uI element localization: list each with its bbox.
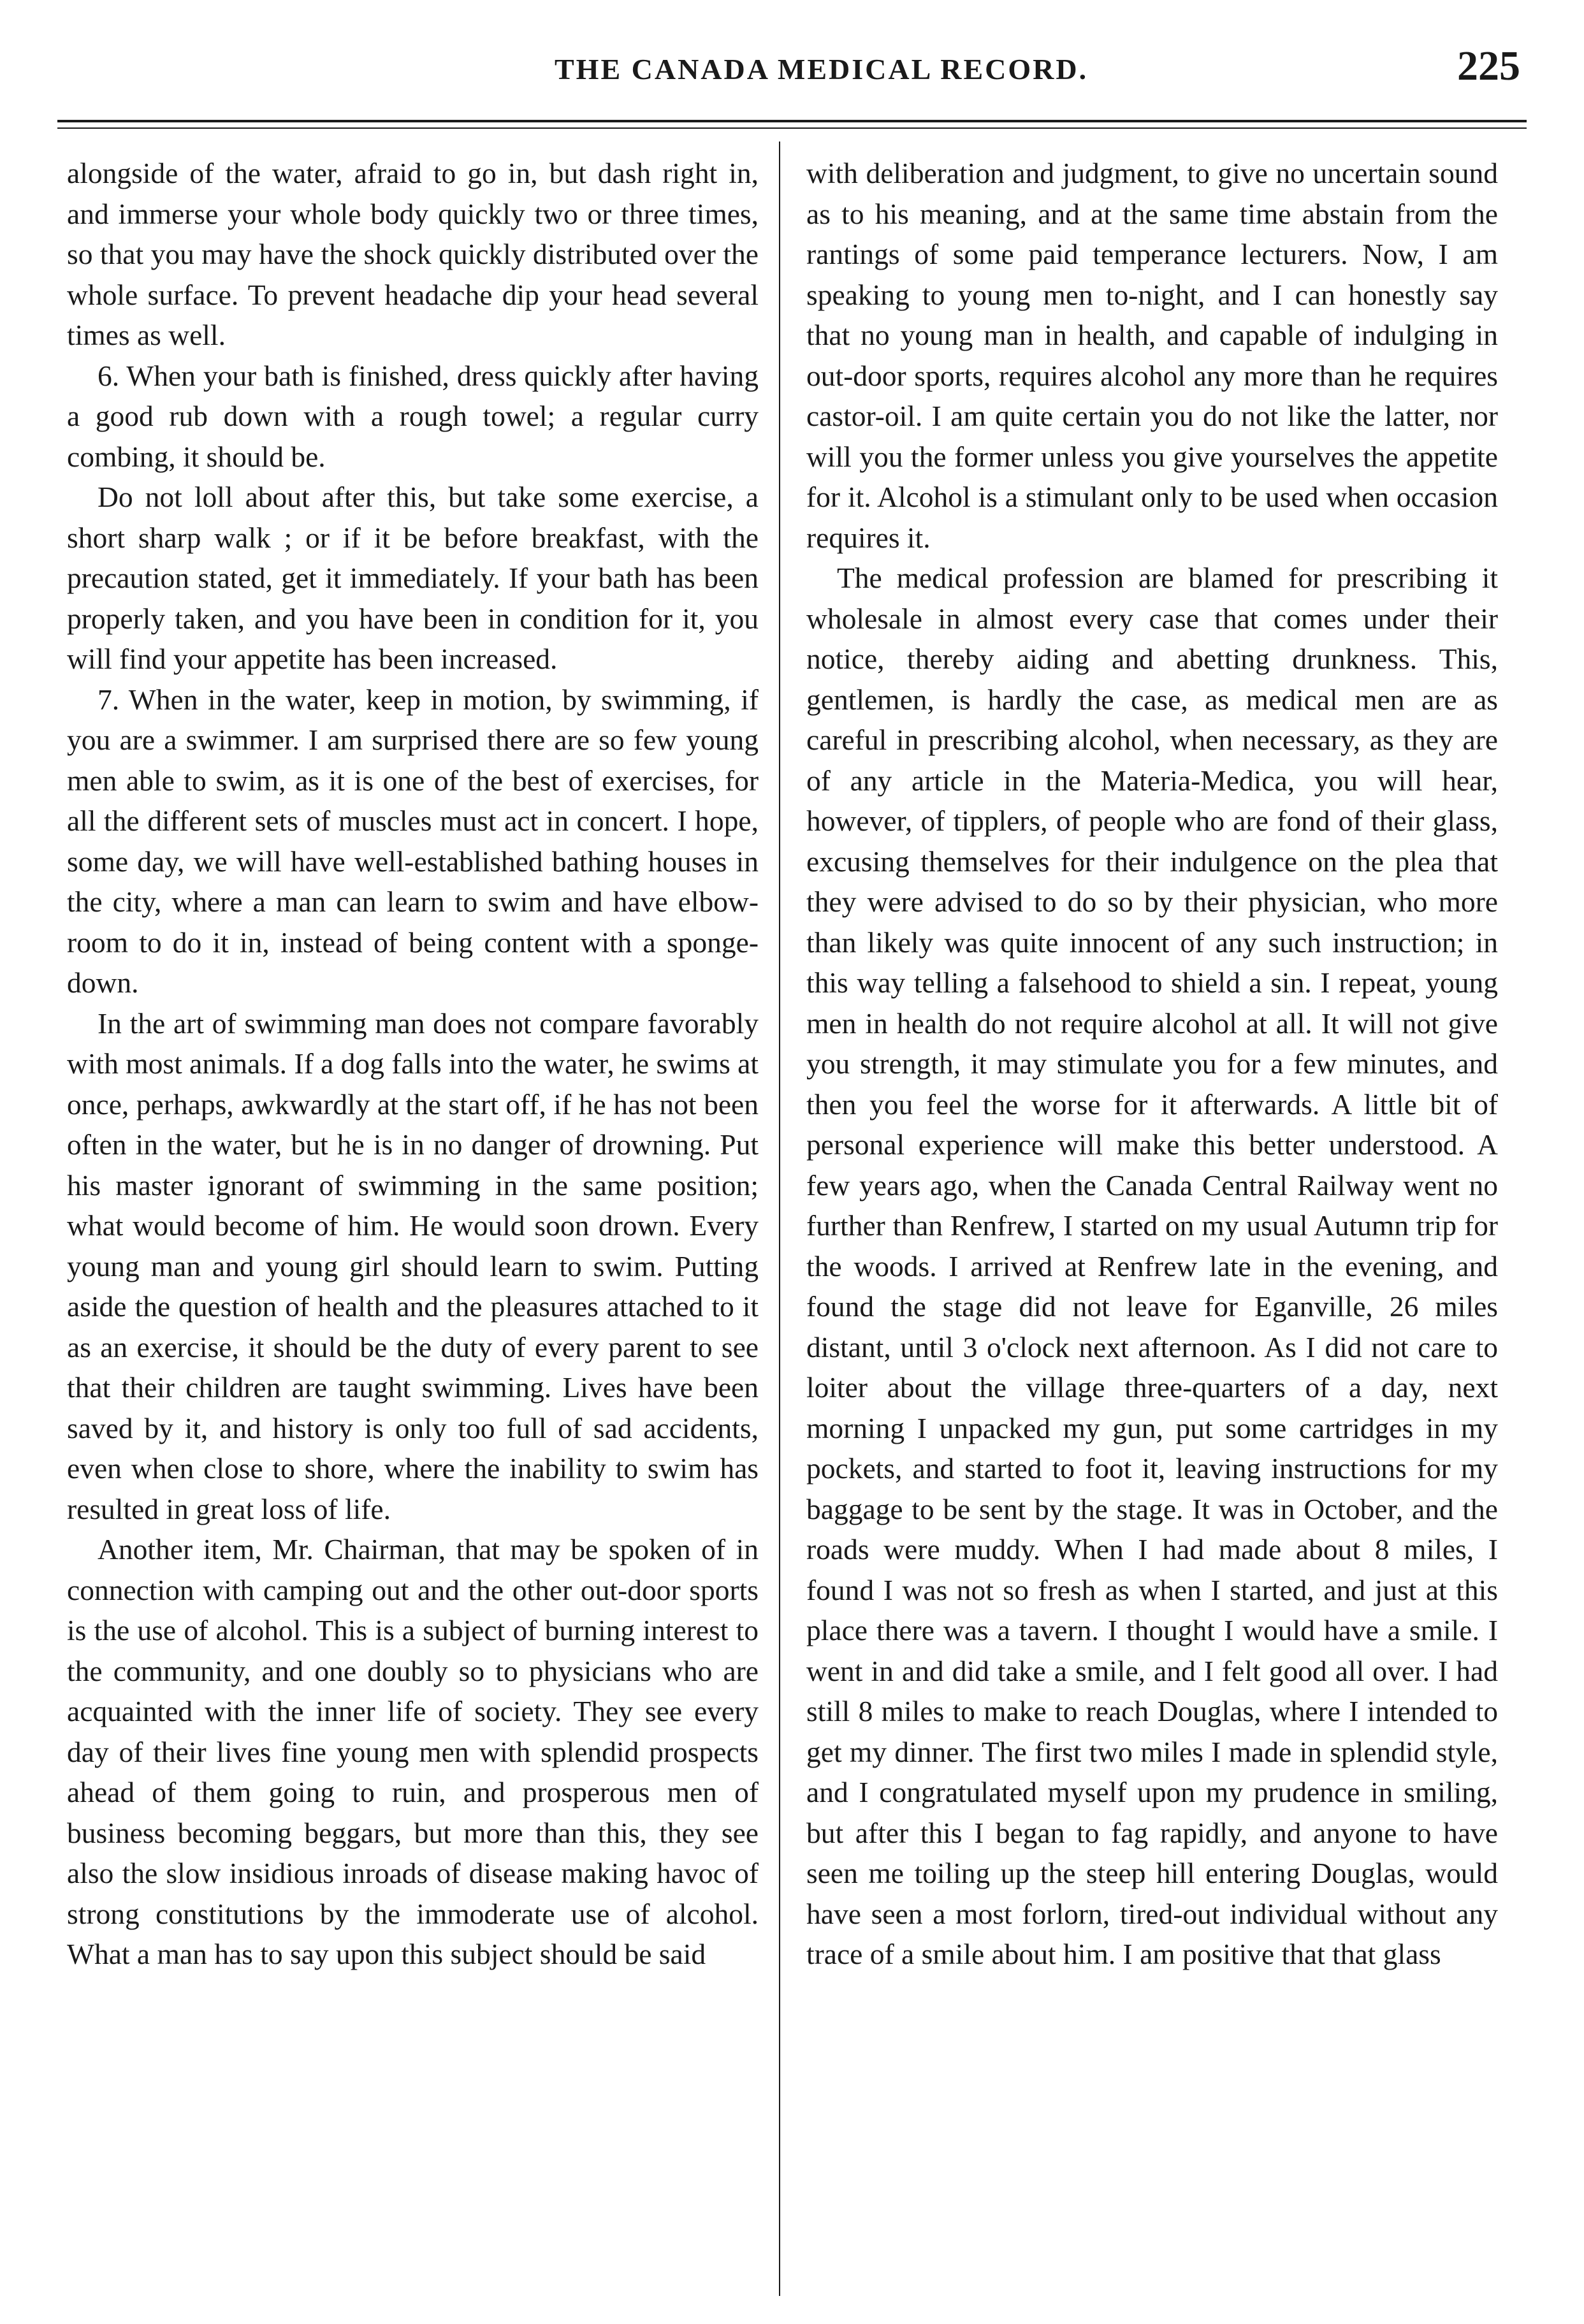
column-divider xyxy=(779,142,780,2296)
paragraph: alongside of the water, afraid to go in, but dash right in, and immerse your whole body quickly two or three times, so that you may have the shock quickly distributed over the whole surface. To prevent headache dip your head several times as well. xyxy=(67,157,759,351)
header-rule-thin xyxy=(57,127,1527,129)
paragraph: The medical profession are blamed for prescribing it wholesale in almost every case that comes under their notice, thereby aiding and abetting drunkness. This, gentlemen, is hardly the case, as medical men are as careful in prescribing alcohol, when necessary, as they are of any article in the Materia-Medica, you will hear, however, of tipplers, of people who are fond of their glass, excusing themselves for their indulgence on the plea that they were advised to do so by their physician, who more than likely was quite innocent of any such instruction; in this way telling a falsehood to shield a sin. I repeat, young men in health do not require alcohol at all. It will not give you strength, it may stimulate you for a few minutes, and then you feel the worse for it afterwards. A little bit of personal experience will make this better understood. A few years ago, when the Canada Central Railway went no further than Renfrew, I started on my usual Autumn trip for the woods. I arrived at Renfrew late in the evening, and found the stage did not leave for Eganville, 26 miles distant, until 3 o'clock next afternoon. As I did not care to loiter about the village three-quarters of a day, next morning I unpacked my gun, put some cartridges in my pockets, and started to foot it, leaving instructions for my baggage to be sent by the stage. It was in October, and the roads were muddy. When I had made about 8 miles, I found I was not so fresh as when I started, and just at this place there was a tavern. I thought I would have a smile. I went in and did take a smile, and I felt good all over. I had still 8 miles to make to reach Douglas, where I intended to get my dinner. The first two miles I made in splendid style, and I congratulated myself upon my prudence in smiling, but after this I began to fag rapidly, and anyone to have seen me toiling up the steep hill entering Douglas, would have seen a most forlorn, tired-out individual without any trace of a smile about him. I am positive that that glass xyxy=(806,562,1498,1970)
page-number: 225 xyxy=(1457,43,1520,89)
page-header xyxy=(57,38,1527,108)
running-title: THE CANADA MEDICAL RECORD. xyxy=(555,53,1089,85)
paragraph: 7. When in the water, keep in motion, by swimming, if you are a swimmer. I am surprised there are so few young men able to swim, as it is one of the best of exercises, for all the different sets of muscles must act in concert. I hope, some day, we will have well-established bathing houses in the city, where a man can learn to swim and have elbow-room to do it in, instead of being content with a sponge-down. xyxy=(67,683,759,999)
paragraph: Do not loll about after this, but take some exercise, a short sharp walk ; or if it be before breakfast, with the precaution stated, get it immediately. If your bath has been properly taken, and you have been in condition for it, you will find your appetite has been increased. xyxy=(67,481,759,675)
paragraph: In the art of swimming man does not compare favorably with most animals. If a dog falls into the water, he swims at once, perhaps, awkwardly at the start off, if he has not been often in the water, but he is in no danger of drowning. Put his master ignorant of swimming in the same position; what would become of him. He would soon drown. Every young man and young girl should learn to swim. Putting aside the question of health and the pleasures attached to it as an exercise, it should be the duty of every parent to see that their children are taught swimming. Lives have been saved by it, and history is only too full of sad accidents, even when close to shore, where the inability to swim has resulted in great loss of life. xyxy=(67,1006,759,1525)
paragraph: Another item, Mr. Chairman, that may be spoken of in connection with camping out and the other out-door sports is the use of alcohol. This is a subject of burning interest to the community, and one doubly so to physicians who are acquainted with the inner life of society. They see every day of their lives fine young men with splendid prospects ahead of them going to ruin, and prosperous men of business becoming beggars, but more than this, they see also the slow insidious inroads of disease making havoc of strong constitutions by the immoderate use of alcohol. What a man has to say upon this subject should be said xyxy=(67,1533,759,1970)
right-column xyxy=(806,153,1498,1975)
header-rule-thick xyxy=(57,120,1527,122)
paragraph: with deliberation and judgment, to give no uncertain sound as to his meaning, and at the same time abstain from the rantings of some paid temperance lecturers. Now, I am speaking to young men to-night, and I can honestly say that no young man in health, and capable of indulging in out-door sports, requires alcohol any more than he requires castor-oil. I am quite certain you do not like the latter, nor will you the former unless you give yourselves the appetite for it. Alcohol is a stimulant only to be used when occasion requires it. xyxy=(806,157,1498,554)
left-column xyxy=(67,153,759,1975)
paragraph: 6. When your bath is finished, dress quickly after having a good rub down with a rough towel; a regular curry combing, it should be. xyxy=(67,359,759,473)
